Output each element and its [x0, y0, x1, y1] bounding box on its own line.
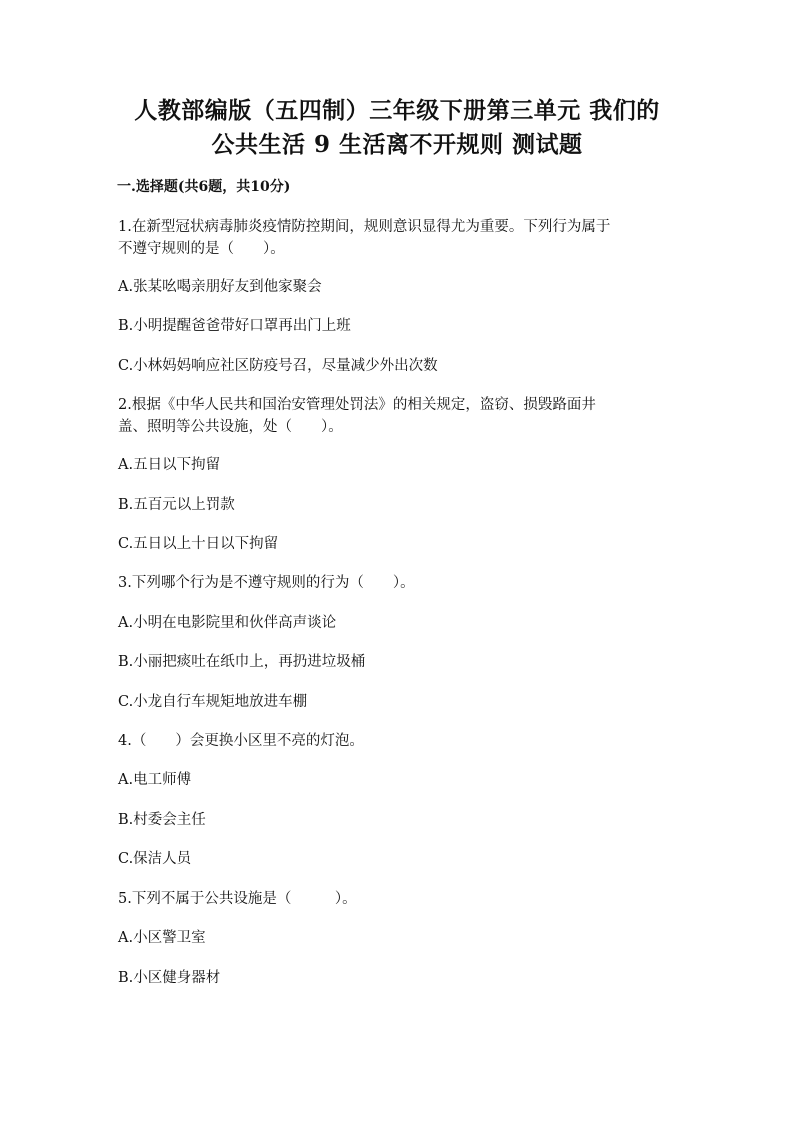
question-4-stem-line-1: 4.（ ）会更换小区里不亮的灯泡。 — [118, 733, 364, 749]
question-2-option-c: C.五日以上十日以下拘留 — [118, 536, 279, 552]
question-5-option-a: A.小区警卫室 — [118, 930, 206, 946]
question-4-option-a: A.电工师傅 — [118, 772, 192, 788]
question-5-stem-line-1: 5.下列不属于公共设施是（ ）。 — [118, 891, 357, 907]
question-1-option-b: B.小明提醒爸爸带好口罩再出门上班 — [118, 318, 351, 334]
question-3-stem-line-1: 3.下列哪个行为是不遵守规则的行为（ ）。 — [118, 575, 415, 591]
document-title-line-1: 人教部编版（五四制）三年级下册第三单元 我们的 — [134, 97, 660, 124]
question-3-option-b: B.小丽把痰吐在纸巾上，再扔进垃圾桶 — [118, 654, 366, 670]
question-4-option-c: C.保洁人员 — [118, 851, 192, 867]
question-2-option-a: A.五日以下拘留 — [118, 457, 221, 473]
question-4-option-b: B.村委会主任 — [118, 812, 206, 828]
section-heading: 一.选择题(共6题，共10分) — [117, 179, 291, 195]
question-3-option-a: A.小明在电影院里和伙伴高声谈论 — [118, 615, 337, 631]
question-1-option-a: A.张某吆喝亲朋好友到他家聚会 — [118, 279, 322, 295]
question-1-stem-line-2: 不遵守规则的是（ ）。 — [118, 241, 285, 257]
question-1-option-c: C.小林妈妈响应社区防疫号召，尽量减少外出次数 — [118, 358, 438, 374]
question-2-option-b: B.五百元以上罚款 — [118, 497, 235, 513]
question-2-stem-line-1: 2.根据《中华人民共和国治安管理处罚法》的相关规定，盗窃、损毁路面井 — [118, 397, 596, 413]
question-1-stem-line-1: 1.在新型冠状病毒肺炎疫情防控期间，规则意识显得尤为重要。下列行为属于 — [118, 219, 611, 235]
document-title-line-2: 公共生活 9 生活离不开规则 测试题 — [211, 131, 583, 158]
question-3-option-c: C.小龙自行车规矩地放进车棚 — [118, 694, 308, 710]
question-2-stem-line-2: 盖、照明等公共设施，处（ ）。 — [118, 419, 343, 435]
question-5-option-b: B.小区健身器材 — [118, 970, 221, 986]
